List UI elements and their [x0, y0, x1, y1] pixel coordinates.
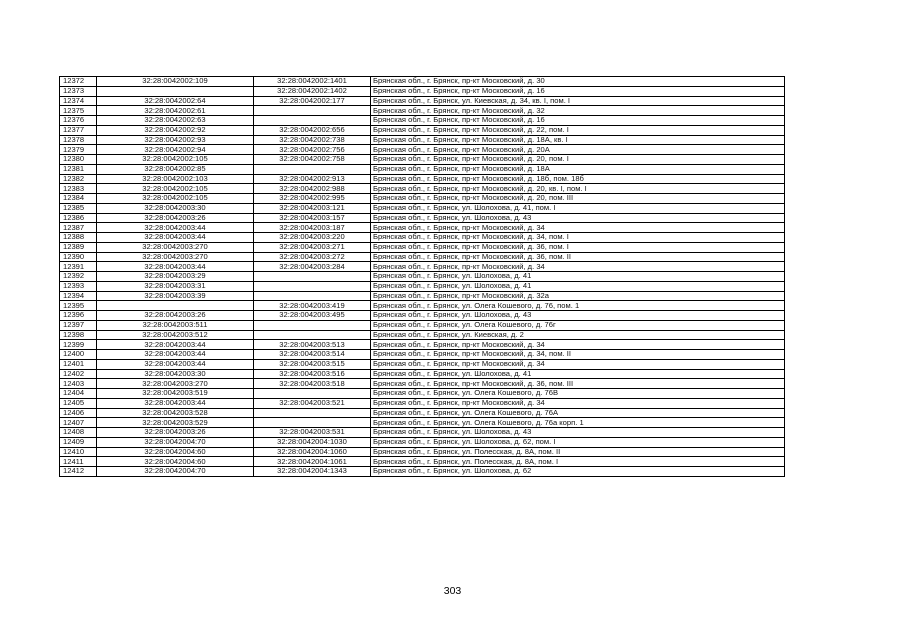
address-cell: Брянская обл., г. Брянск, пр-кт Московский, д. 32 [371, 106, 785, 116]
address-cell: Брянская обл., г. Брянск, пр-кт Московский, д. 32а [371, 291, 785, 301]
address-cell: Брянская обл., г. Брянск, ул. Киевская, д. 2 [371, 330, 785, 340]
cadastral-number-cell: 32:28:0042002:913 [254, 174, 371, 184]
address-cell: Брянская обл., г. Брянск, ул. Полесская, д. 8А, пом. I [371, 457, 785, 467]
parent-cadastral-cell: 32:28:0042003:519 [97, 389, 254, 399]
cadastral-number-cell: 32:28:0042004:1060 [254, 447, 371, 457]
address-cell: Брянская обл., г. Брянск, пр-кт Московский, д. 34 [371, 262, 785, 272]
parent-cadastral-cell: 32:28:0042002:109 [97, 77, 254, 87]
table-row [60, 77, 785, 87]
parent-cadastral-cell: 32:28:0042002:105 [97, 194, 254, 204]
registry-table [59, 76, 785, 477]
address-cell: Брянская обл., г. Брянск, ул. Шолохова, д. 41 [371, 281, 785, 291]
address-cell: Брянская обл., г. Брянск, пр-кт Московский, д. 30 [371, 77, 785, 87]
cadastral-number-cell: 32:28:0042003:187 [254, 223, 371, 233]
cadastral-number-cell: 32:28:0042002:756 [254, 145, 371, 155]
row-number-cell: 12397 [60, 320, 97, 330]
table-row [60, 203, 785, 213]
address-cell: Брянская обл., г. Брянск, пр-кт Московский, д. 20, пом. I [371, 155, 785, 165]
table-row [60, 164, 785, 174]
cadastral-number-cell: 32:28:0042003:157 [254, 213, 371, 223]
parent-cadastral-cell: 32:28:0042003:44 [97, 223, 254, 233]
table-row [60, 311, 785, 321]
table-row [60, 213, 785, 223]
parent-cadastral-cell: 32:28:0042002:94 [97, 145, 254, 155]
address-cell: Брянская обл., г. Брянск, пр-кт Московский, д. 34 [371, 359, 785, 369]
row-number-cell: 12393 [60, 281, 97, 291]
table-row [60, 96, 785, 106]
address-cell: Брянская обл., г. Брянск, пр-кт Московский, д. 34, пом. II [371, 350, 785, 360]
table-row [60, 350, 785, 360]
row-number-cell: 12406 [60, 408, 97, 418]
address-cell: Брянская обл., г. Брянск, пр-кт Московский, д. 36, пом. III [371, 379, 785, 389]
row-number-cell: 12409 [60, 437, 97, 447]
cadastral-number-cell: 32:28:0042002:988 [254, 184, 371, 194]
row-number-cell: 12373 [60, 86, 97, 96]
cadastral-number-cell: 32:28:0042003:513 [254, 340, 371, 350]
row-number-cell: 12378 [60, 135, 97, 145]
table-row [60, 291, 785, 301]
address-cell: Брянская обл., г. Брянск, ул. Шолохова, д. 43 [371, 311, 785, 321]
cadastral-number-cell: 32:28:0042002:995 [254, 194, 371, 204]
row-number-cell: 12404 [60, 389, 97, 399]
address-cell: Брянская обл., г. Брянск, пр-кт Московский, д. 34, пом. I [371, 233, 785, 243]
parent-cadastral-cell: 32:28:0042003:30 [97, 369, 254, 379]
row-number-cell: 12382 [60, 174, 97, 184]
parent-cadastral-cell: 32:28:0042002:105 [97, 155, 254, 165]
row-number-cell: 12410 [60, 447, 97, 457]
cadastral-number-cell [254, 320, 371, 330]
parent-cadastral-cell: 32:28:0042002:64 [97, 96, 254, 106]
parent-cadastral-cell: 32:28:0042003:26 [97, 428, 254, 438]
row-number-cell: 12403 [60, 379, 97, 389]
row-number-cell: 12381 [60, 164, 97, 174]
cadastral-number-cell [254, 408, 371, 418]
cadastral-number-cell: 32:28:0042003:521 [254, 398, 371, 408]
address-cell: Брянская обл., г. Брянск, пр-кт Московский, д. 36, пом. I [371, 242, 785, 252]
cadastral-number-cell: 32:28:0042004:1030 [254, 437, 371, 447]
address-cell: Брянская обл., г. Брянск, ул. Шолохова, д. 43 [371, 428, 785, 438]
address-cell: Брянская обл., г. Брянск, пр-кт Московский, д. 20А [371, 145, 785, 155]
address-cell: Брянская обл., г. Брянск, пр-кт Московский, д. 18А, кв. I [371, 135, 785, 145]
parent-cadastral-cell: 32:28:0042003:39 [97, 291, 254, 301]
cadastral-number-cell: 32:28:0042003:121 [254, 203, 371, 213]
cadastral-number-cell [254, 116, 371, 126]
parent-cadastral-cell: 32:28:0042003:512 [97, 330, 254, 340]
row-number-cell: 12402 [60, 369, 97, 379]
table-row [60, 174, 785, 184]
parent-cadastral-cell: 32:28:0042003:44 [97, 350, 254, 360]
cadastral-number-cell [254, 281, 371, 291]
address-cell: Брянская обл., г. Брянск, пр-кт Московский, д. 16 [371, 86, 785, 96]
parent-cadastral-cell: 32:28:0042003:270 [97, 379, 254, 389]
row-number-cell: 12412 [60, 467, 97, 477]
parent-cadastral-cell: 32:28:0042003:44 [97, 262, 254, 272]
address-cell: Брянская обл., г. Брянск, пр-кт Московский, д. 22, пом. I [371, 125, 785, 135]
row-number-cell: 12376 [60, 116, 97, 126]
cadastral-number-cell: 32:28:0042003:495 [254, 311, 371, 321]
cadastral-number-cell: 32:28:0042003:514 [254, 350, 371, 360]
row-number-cell: 12383 [60, 184, 97, 194]
table-row [60, 369, 785, 379]
table-row [60, 389, 785, 399]
table-row [60, 252, 785, 262]
table-row [60, 194, 785, 204]
table-row [60, 135, 785, 145]
table-row [60, 242, 785, 252]
address-cell: Брянская обл., г. Брянск, пр-кт Московский, д. 16 [371, 116, 785, 126]
parent-cadastral-cell: 32:28:0042002:85 [97, 164, 254, 174]
row-number-cell: 12379 [60, 145, 97, 155]
row-number-cell: 12401 [60, 359, 97, 369]
parent-cadastral-cell: 32:28:0042003:528 [97, 408, 254, 418]
row-number-cell: 12408 [60, 428, 97, 438]
cadastral-number-cell [254, 164, 371, 174]
parent-cadastral-cell: 32:28:0042003:270 [97, 252, 254, 262]
table-row [60, 418, 785, 428]
address-cell: Брянская обл., г. Брянск, пр-кт Московский, д. 18А [371, 164, 785, 174]
row-number-cell: 12392 [60, 272, 97, 282]
row-number-cell: 12375 [60, 106, 97, 116]
table-row [60, 340, 785, 350]
row-number-cell: 12388 [60, 233, 97, 243]
row-number-cell: 12398 [60, 330, 97, 340]
cadastral-number-cell: 32:28:0042004:1343 [254, 467, 371, 477]
address-cell: Брянская обл., г. Брянск, пр-кт Московский, д. 34 [371, 398, 785, 408]
cadastral-number-cell: 32:28:0042002:738 [254, 135, 371, 145]
parent-cadastral-cell: 32:28:0042003:29 [97, 272, 254, 282]
address-cell: Брянская обл., г. Брянск, пр-кт Московский, д. 34 [371, 340, 785, 350]
table-row [60, 106, 785, 116]
parent-cadastral-cell: 32:28:0042002:63 [97, 116, 254, 126]
parent-cadastral-cell: 32:28:0042002:61 [97, 106, 254, 116]
table-row [60, 428, 785, 438]
parent-cadastral-cell: 32:28:0042003:44 [97, 359, 254, 369]
parent-cadastral-cell: 32:28:0042003:26 [97, 213, 254, 223]
cadastral-number-cell: 32:28:0042002:758 [254, 155, 371, 165]
address-cell: Брянская обл., г. Брянск, ул. Киевская, д. 34, кв. I, пом. I [371, 96, 785, 106]
table-row [60, 233, 785, 243]
parent-cadastral-cell: 32:28:0042003:30 [97, 203, 254, 213]
address-cell: Брянская обл., г. Брянск, пр-кт Московский, д. 36, пом. II [371, 252, 785, 262]
parent-cadastral-cell: 32:28:0042003:529 [97, 418, 254, 428]
table-row [60, 301, 785, 311]
row-number-cell: 12390 [60, 252, 97, 262]
row-number-cell: 12399 [60, 340, 97, 350]
address-cell: Брянская обл., г. Брянск, ул. Полесская, д. 8А, пом. II [371, 447, 785, 457]
row-number-cell: 12386 [60, 213, 97, 223]
address-cell: Брянская обл., г. Брянск, ул. Олега Кошевого, д. 76А [371, 408, 785, 418]
parent-cadastral-cell: 32:28:0042002:105 [97, 184, 254, 194]
cadastral-number-cell: 32:28:0042002:656 [254, 125, 371, 135]
row-number-cell: 12389 [60, 242, 97, 252]
parent-cadastral-cell: 32:28:0042002:103 [97, 174, 254, 184]
cadastral-number-cell: 32:28:0042003:518 [254, 379, 371, 389]
address-cell: Брянская обл., г. Брянск, пр-кт Московский, д. 20, кв. I, пом. I [371, 184, 785, 194]
address-cell: Брянская обл., г. Брянск, пр-кт Московский, д. 20, пом. III [371, 194, 785, 204]
address-cell: Брянская обл., г. Брянск, ул. Шолохова, д. 43 [371, 213, 785, 223]
address-cell: Брянская обл., г. Брянск, ул. Шолохова, д. 62, пом. I [371, 437, 785, 447]
row-number-cell: 12372 [60, 77, 97, 87]
table-row [60, 398, 785, 408]
parent-cadastral-cell: 32:28:0042003:31 [97, 281, 254, 291]
address-cell: Брянская обл., г. Брянск, ул. Шолохова, д. 41 [371, 369, 785, 379]
parent-cadastral-cell: 32:28:0042003:44 [97, 233, 254, 243]
page-number: 303 [443, 585, 462, 597]
parent-cadastral-cell: 32:28:0042004:60 [97, 447, 254, 457]
table-row [60, 379, 785, 389]
parent-cadastral-cell: 32:28:0042003:44 [97, 398, 254, 408]
parent-cadastral-cell: 32:28:0042003:44 [97, 340, 254, 350]
cadastral-number-cell: 32:28:0042003:516 [254, 369, 371, 379]
cadastral-number-cell: 32:28:0042003:284 [254, 262, 371, 272]
address-cell: Брянская обл., г. Брянск, ул. Олега Кошевого, д. 76, пом. 1 [371, 301, 785, 311]
table-row [60, 467, 785, 477]
table-row [60, 116, 785, 126]
cadastral-number-cell [254, 418, 371, 428]
row-number-cell: 12400 [60, 350, 97, 360]
parent-cadastral-cell: 32:28:0042003:26 [97, 311, 254, 321]
table-row [60, 437, 785, 447]
address-cell: Брянская обл., г. Брянск, пр-кт Московский, д. 18б, пом. 18б [371, 174, 785, 184]
row-number-cell: 12411 [60, 457, 97, 467]
table-row [60, 408, 785, 418]
row-number-cell: 12394 [60, 291, 97, 301]
table-row [60, 145, 785, 155]
cadastral-number-cell: 32:28:0042002:1401 [254, 77, 371, 87]
table-row [60, 86, 785, 96]
registry-table-body [60, 77, 785, 477]
cadastral-number-cell: 32:28:0042002:177 [254, 96, 371, 106]
address-cell: Брянская обл., г. Брянск, ул. Олега Кошевого, д. 76г [371, 320, 785, 330]
cadastral-number-cell [254, 330, 371, 340]
cadastral-number-cell: 32:28:0042003:419 [254, 301, 371, 311]
address-cell: Брянская обл., г. Брянск, ул. Шолохова, д. 41 [371, 272, 785, 282]
parent-cadastral-cell [97, 86, 254, 96]
cadastral-number-cell: 32:28:0042003:271 [254, 242, 371, 252]
cadastral-number-cell: 32:28:0042003:272 [254, 252, 371, 262]
cadastral-number-cell: 32:28:0042003:220 [254, 233, 371, 243]
row-number-cell: 12385 [60, 203, 97, 213]
row-number-cell: 12407 [60, 418, 97, 428]
row-number-cell: 12396 [60, 311, 97, 321]
row-number-cell: 12395 [60, 301, 97, 311]
table-row [60, 262, 785, 272]
parent-cadastral-cell: 32:28:0042004:60 [97, 457, 254, 467]
table-row [60, 155, 785, 165]
parent-cadastral-cell: 32:28:0042002:93 [97, 135, 254, 145]
parent-cadastral-cell [97, 301, 254, 311]
row-number-cell: 12405 [60, 398, 97, 408]
row-number-cell: 12387 [60, 223, 97, 233]
table-row [60, 447, 785, 457]
row-number-cell: 12380 [60, 155, 97, 165]
address-cell: Брянская обл., г. Брянск, ул. Шолохова, д. 62 [371, 467, 785, 477]
parent-cadastral-cell: 32:28:0042004:70 [97, 437, 254, 447]
parent-cadastral-cell: 32:28:0042002:92 [97, 125, 254, 135]
cadastral-number-cell [254, 389, 371, 399]
address-cell: Брянская обл., г. Брянск, пр-кт Московский, д. 34 [371, 223, 785, 233]
row-number-cell: 12374 [60, 96, 97, 106]
table-row [60, 272, 785, 282]
cadastral-number-cell [254, 272, 371, 282]
table-row [60, 184, 785, 194]
table-row [60, 223, 785, 233]
table-row [60, 281, 785, 291]
table-row [60, 330, 785, 340]
row-number-cell: 12384 [60, 194, 97, 204]
table-row [60, 125, 785, 135]
table-row [60, 359, 785, 369]
table-row [60, 457, 785, 467]
parent-cadastral-cell: 32:28:0042004:70 [97, 467, 254, 477]
row-number-cell: 12377 [60, 125, 97, 135]
row-number-cell: 12391 [60, 262, 97, 272]
cadastral-number-cell [254, 106, 371, 116]
table-row [60, 320, 785, 330]
cadastral-number-cell: 32:28:0042003:515 [254, 359, 371, 369]
cadastral-number-cell: 32:28:0042003:531 [254, 428, 371, 438]
cadastral-number-cell: 32:28:0042002:1402 [254, 86, 371, 96]
parent-cadastral-cell: 32:28:0042003:270 [97, 242, 254, 252]
address-cell: Брянская обл., г. Брянск, ул. Олега Кошевого, д. 76В [371, 389, 785, 399]
address-cell: Брянская обл., г. Брянск, ул. Олега Кошевого, д. 76а корп. 1 [371, 418, 785, 428]
address-cell: Брянская обл., г. Брянск, ул. Шолохова, д. 41, пом. I [371, 203, 785, 213]
parent-cadastral-cell: 32:28:0042003:511 [97, 320, 254, 330]
cadastral-number-cell: 32:28:0042004:1061 [254, 457, 371, 467]
cadastral-number-cell [254, 291, 371, 301]
